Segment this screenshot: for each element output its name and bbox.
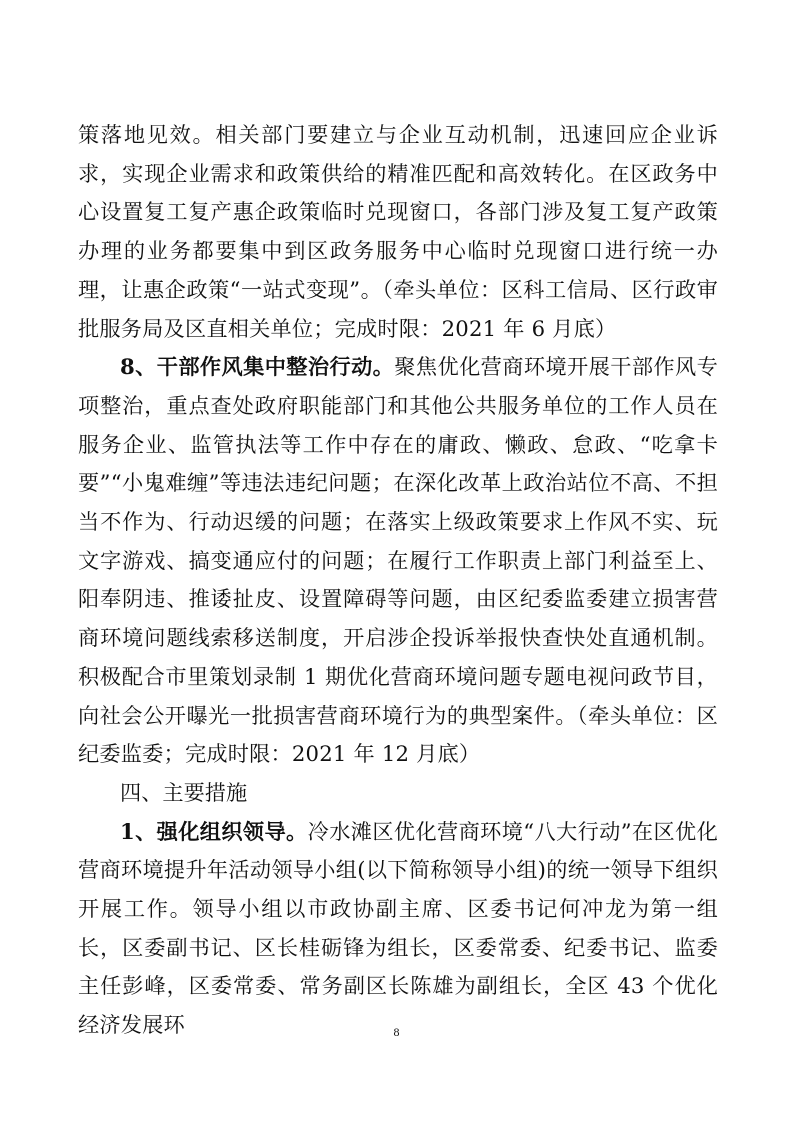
paragraph-cadre-rectification	[78, 348, 718, 774]
paragraph-organization-leadership	[78, 813, 718, 1045]
paragraph-title: 1、强化组织领导。	[120, 818, 308, 844]
paragraph-policy-implementation: 策落地见效。相关部门要建立与企业互动机制，迅速回应企业诉求，实现企业需求和政策供给的精准匹配和高效转化。在区政务中心设置复工复产惠企政策临时兑现窗口，各部门涉及复工复产政策办理的业务都要集中到区政务服务中心临时兑现窗口进行统一办理，让惠企政策“一站式变现”。（牵头单位：区科工信局、区行政审批服务局及区直相关单位；完成时限：2021 年 6 月底）	[78, 122, 718, 341]
paragraph-body: 聚焦优化营商环境开展干部作风专项整治，重点查处政府职能部门和其他公共服务单位的工作人员在服务企业、监管执法等工作中存在的庸政、懒政、怠政、“吃拿卡要”“小鬼难缠”等违法违纪问题；在深化改革上政治站位不高、不担当不作为、行动迟缓的问题；在落实上级政策要求上作风不实、玩文字游戏、搞变通应付的问题；在履行工作职责上部门利益至上、阳奉阴违、推诿扯皮、设置障碍等问题，由区纪委监委建立损害营商环境问题线索移送制度，开启涉企投诉举报快查快处直通机制。积极配合市里策划录制 1 期优化营商环境问题专题电视问政节目，向社会公开曝光一批损害营商环境行为的典型案件。（牵头单位：区纪委监委；完成时限：2021 年 12 月底）	[78, 354, 718, 767]
document-body	[78, 116, 718, 1045]
page-number: 8	[393, 1025, 400, 1039]
paragraph-title: 8、干部作风集中整治行动。	[120, 354, 395, 380]
paragraph-body: 冷水滩区优化营商环境“八大行动”在区优化营商环境提升年活动领导小组(以下简称领导小组)的统一领导下组织开展工作。领导小组以市政协副主席、区委书记何冲龙为第一组长，区委副书记、区长桂砺锋为组长，区委常委、纪委书记、监委主任彭峰，区委常委、常务副区长陈雄为副组长，全区 43 个优化经济发展环	[78, 818, 718, 1038]
section-heading: 四、主要措施	[120, 779, 248, 805]
